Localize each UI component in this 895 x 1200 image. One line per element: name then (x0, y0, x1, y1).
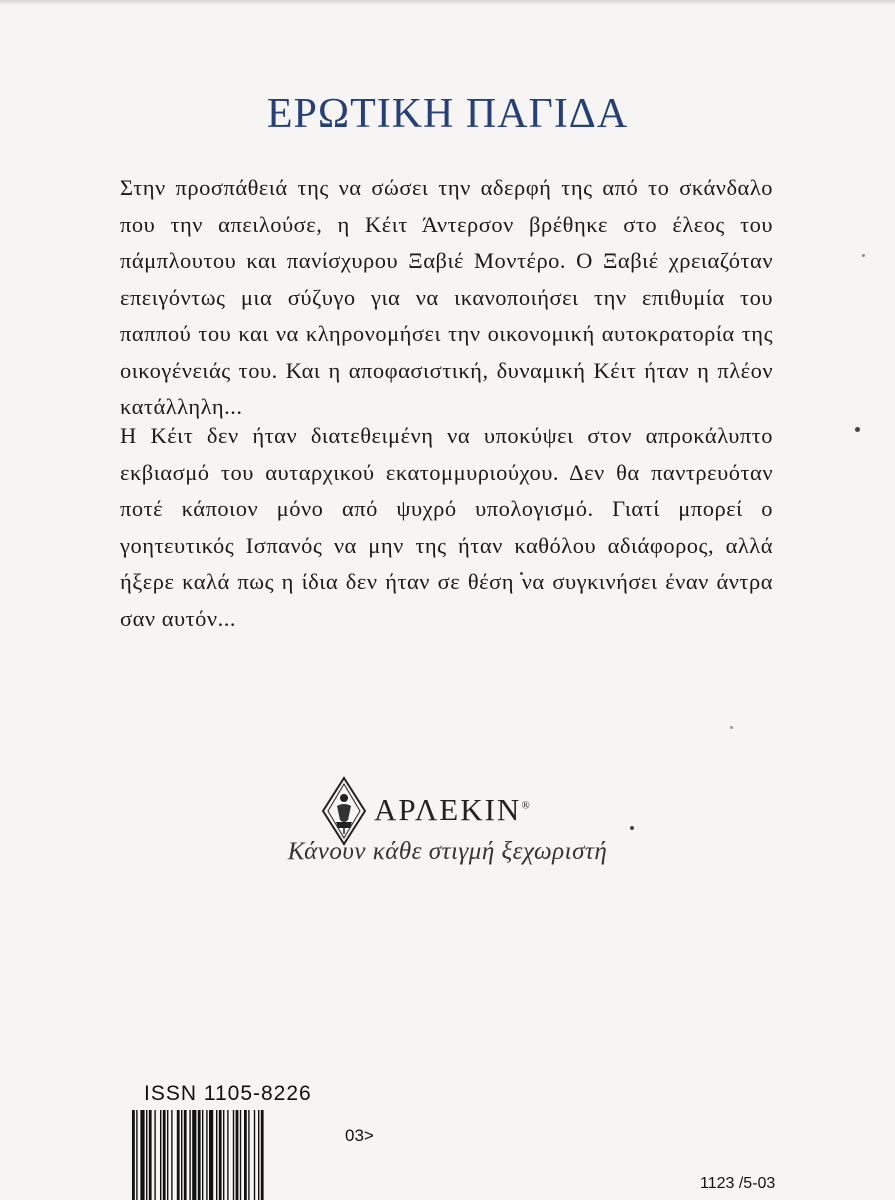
barcode-bar (216, 1110, 217, 1200)
barcode-bar (248, 1110, 249, 1200)
barcode-bar (149, 1110, 152, 1200)
blurb-paragraph-1: Στην προσπάθειά της να σώσει την αδερφή της από το σκάνδαλο που την απειλούσε, η Κέιτ Άντερσον βρέθηκε στο έλεος του πάμπλουτου και πανίσχυρου Ξαβιέ Μοντέρο. Ο Ξαβιέ χρειαζόταν επειγόντως μια σύζυγο για να ικανοποιήσει την επιθυμία του παππού του και να κληρονομήσει την οικονομική αυτοκρατορία της οικογένειάς του. Και η αποφασιστική, δυναμική Κέιτ ήταν η πλέον κατάλληλη... (120, 175, 773, 419)
barcode-bar (160, 1110, 161, 1200)
barcode-bar (181, 1110, 182, 1200)
issn-number: ISSN 1105-8226 (144, 1082, 312, 1105)
barcode-bar (240, 1110, 241, 1200)
barcode-bar (219, 1110, 222, 1200)
publisher-name (374, 792, 532, 828)
barcode-bar (209, 1110, 213, 1200)
barcode-bar (136, 1110, 137, 1200)
barcode-bar (236, 1110, 239, 1200)
barcode-bar (163, 1110, 166, 1200)
publisher-name-text: ΑΡΛΕΚΙΝ (374, 792, 522, 827)
barcode-suffix: 03> (345, 1126, 374, 1145)
barcode-bar (227, 1110, 228, 1200)
barcode-bar (202, 1110, 203, 1200)
barcode-bar (261, 1110, 264, 1200)
barcode-bar (184, 1110, 187, 1200)
blurb-paragraph-2: Η Κέιτ δεν ήταν διατεθειμένη να υποκύψει στον απροκάλυπτο εκβιασμό του αυταρχικού εκατομμυριούχου. Δεν θα παντρευόταν ποτέ κάποιον μόνο από ψυχρό υπολογισμό. Γιατί μπορεί ο γοητευτικός Ισπανός να μην της ήταν καθόλου αδιάφορος, αλλά ήξερε καλά πως η ίδια δεν ήταν σε θέση να συγκινήσει έναν άντρα σαν αυτόν... (120, 423, 773, 631)
print-code: 1123 /5-03 (700, 1175, 776, 1192)
registered-mark: ® (521, 799, 532, 812)
barcode-bar (171, 1110, 172, 1200)
barcode-bar (140, 1110, 144, 1200)
barcode-bar (132, 1110, 135, 1200)
barcode-bar (233, 1110, 234, 1200)
paper-speck (730, 726, 733, 729)
barcode-bar (198, 1110, 201, 1200)
barcode-bar (206, 1110, 207, 1200)
barcode-bar (254, 1110, 255, 1200)
publisher-brand (320, 776, 560, 846)
book-title: ΕΡΩΤΙΚΗ ΠΑΓΙΔΑ (266, 91, 629, 137)
barcode-bar (258, 1110, 259, 1200)
barcode-bar (177, 1110, 180, 1200)
paper-speck (862, 254, 865, 257)
barcode-bar (189, 1110, 190, 1200)
barcode-bar (167, 1110, 168, 1200)
barcode-bar (154, 1110, 155, 1200)
harlequin-diamond-logo-icon (320, 776, 368, 846)
barcode (132, 1110, 340, 1200)
barcode-bar (146, 1110, 147, 1200)
barcode-bar (244, 1110, 247, 1200)
top-edge-shadow (0, 0, 895, 6)
paper-speck (855, 427, 860, 432)
publisher-tagline: Κάνουν κάθε στιγμή ξεχωριστή (287, 838, 608, 865)
barcode-bar (223, 1110, 224, 1200)
barcode-bar (192, 1110, 196, 1200)
paper-speck (630, 826, 634, 830)
